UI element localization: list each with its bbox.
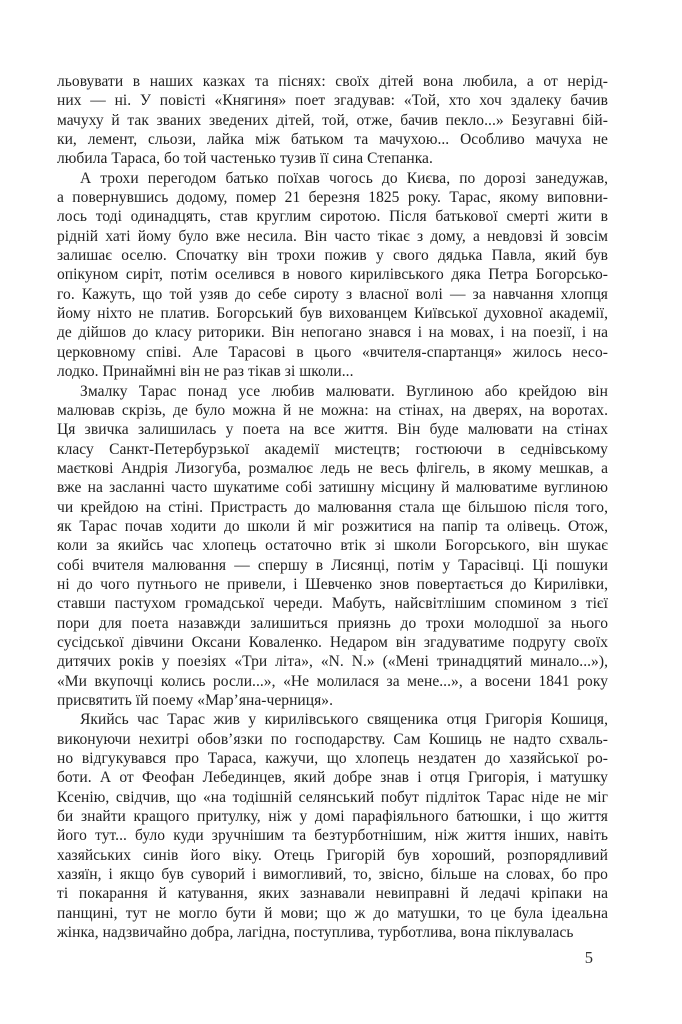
text-line: а повернувшись додому, помер 21 березня 1825 року. Тарас, якому виповни- xyxy=(57,189,608,207)
text-line: ки, лемент, сльози, лайка між батьком та мачухою... Особливо мачуха не xyxy=(57,131,608,149)
text-line: но відгукувався про Тараса, кажучи, що хлопець нездатен до хазяйської ро- xyxy=(57,750,608,768)
text-line: йому ніхто не платив. Богорський був вихованцем Київської духовної академії, xyxy=(57,305,608,323)
text-line: його тут... було куди зручнішим та безтурботнішим, ніж життя інших, навіть xyxy=(57,827,608,845)
text-line: виконуючи нехитрі обов’язки по господарству. Сам Кошиць не надто схваль- xyxy=(57,730,608,748)
paragraph xyxy=(57,382,608,711)
paragraph xyxy=(57,710,608,942)
text-line: го. Кажуть, що той узяв до себе сироту з власної волі — за навчання хлопця xyxy=(57,285,608,303)
text-line: маєткові Андрія Лизогуба, розмалює ледь не весь флігель, в якому мешкав, а xyxy=(57,459,608,477)
text-line: ні до чого путнього не привели, і Шевченко знов повертається до Кирилівки, xyxy=(57,575,608,593)
text-line: би знайти кращого притулку, ніж у домі парафіяльного батюшки, і що життя xyxy=(57,808,608,826)
text-line: Ця звичка залишилась у поета на все життя. Він буде малювати на стінах xyxy=(57,421,608,439)
text-line: панщині, тут не могло бути й мови; що ж до матушки, то це була ідеальна xyxy=(57,904,608,922)
paragraph xyxy=(57,72,608,169)
text-line: лось тоді одинадцять, став круглим сиротою. Після батькової смерті жити в xyxy=(57,208,608,226)
text-line: вже на засланні часто шукатиме собі затишну місцину й малюватиме вуглиною xyxy=(57,479,608,497)
text-line: льовувати в наших казках та піснях: своїх дітей вона любила, а от нерід- xyxy=(57,73,608,90)
text-line: як Тарас почав ходити до школи й міг розжитися на папір та олівець. Отож, xyxy=(57,517,608,535)
text-line: пори для поета назавжди залишиться приязнь до трохи молодшої за нього xyxy=(57,614,608,632)
text-line: Якийсь час Тарас жив у кирилівського священика отця Григорія Кошиця, xyxy=(80,711,608,729)
text-line: хазяїн, і якщо був суворий і вимогливий, то, звісно, більше на словах, бо про xyxy=(57,866,608,884)
text-line: коли за якийсь час хлопець остаточно втік зі школи Богорського, він шукає xyxy=(57,537,608,555)
text-line: сусідської дівчини Оксани Коваленко. Недаром він згадуватиме подругу своїх xyxy=(57,633,608,651)
text-line: хазяйських синів його віку. Отець Григорій був хороший, розпорядливий xyxy=(57,846,608,864)
text-line: рідній хаті йому було вже несила. Він часто тікає з дому, а невдовзі й зовсім xyxy=(57,227,608,245)
text-line: жінка, надзвичайно добра, лагідна, поступлива, турботлива, вона піклувалась xyxy=(57,924,574,942)
text-line: собі вчителя малювання — спершу в Лисянці, потім у Тарасівці. Ці пошуки xyxy=(57,556,608,574)
text-line: присвятить їй поему «Мар’яна-черниця». xyxy=(57,692,334,709)
text-line: А трохи перегодом батько поїхав чогось до Києва, по дорозі занедужав, xyxy=(80,169,608,187)
text-line: боти. А от Феофан Лебединцев, який добре знав і отця Григорія, і матушку xyxy=(57,769,608,787)
text-line: залишає оселю. Спочатку він трохи пожив у свого дядька Павла, який був xyxy=(57,247,608,265)
text-line: де дійшов до класу риторики. Він непогано знався і на мовах, і на поезії, і на xyxy=(57,324,608,342)
text-line: дитячих років у поезіях «Три літа», «N. N.» («Мені тринадцятий минало...»), xyxy=(57,653,608,671)
text-block xyxy=(57,72,608,942)
text-line: ті покарання й катування, яких зазнавали невиправні й ледачі кріпаки на xyxy=(57,885,608,903)
text-line: малював скрізь, де було можна й не можна: на стінах, на дверях, на воротах. xyxy=(57,401,608,419)
text-line: опікуном сиріт, потім оселився в нового кирилівського дяка Петра Богорсько- xyxy=(57,266,608,284)
paragraph xyxy=(57,169,608,382)
text-line: них — ні. У повісті «Княгиня» поет згадував: «Той, хто хоч здалеку бачив xyxy=(57,92,608,110)
text-line: Змалку Тарас понад усе любив малювати. Вуглиною або крейдою він xyxy=(80,382,608,400)
page-number: 5 xyxy=(584,948,593,967)
text-line: мачуху й так званих зведених дітей, той, отже, бачив пекло...» Безугавні бій- xyxy=(57,111,608,129)
text-line: церковному співі. Але Тарасові в цього «вчителя-спартанця» жилось несо- xyxy=(57,343,608,361)
text-line: класу Санкт-Петербурзької академії мистецтв; гостюючи в седнівському xyxy=(57,440,608,458)
text-line: Ксенію, свідчив, що «на тодішній селянський побут підліток Тарас ніде не міг xyxy=(57,788,608,806)
text-line: чи крейдою на стіні. Пристрасть до малювання стала ще більшою після того, xyxy=(57,498,608,516)
text-line: любила Тараса, бо той частенько тузив її сина Степанка. xyxy=(57,150,433,168)
text-line: лодко. Принаймні він не раз тікав зі школи... xyxy=(57,363,354,381)
text-line: ставши пастухом громадської череди. Мабуть, найсвітлішим спомином з тієї xyxy=(57,595,608,613)
text-line: «Ми вкупочці колись росли...», «Не молилася за мене...», а восени 1841 року xyxy=(57,672,608,690)
